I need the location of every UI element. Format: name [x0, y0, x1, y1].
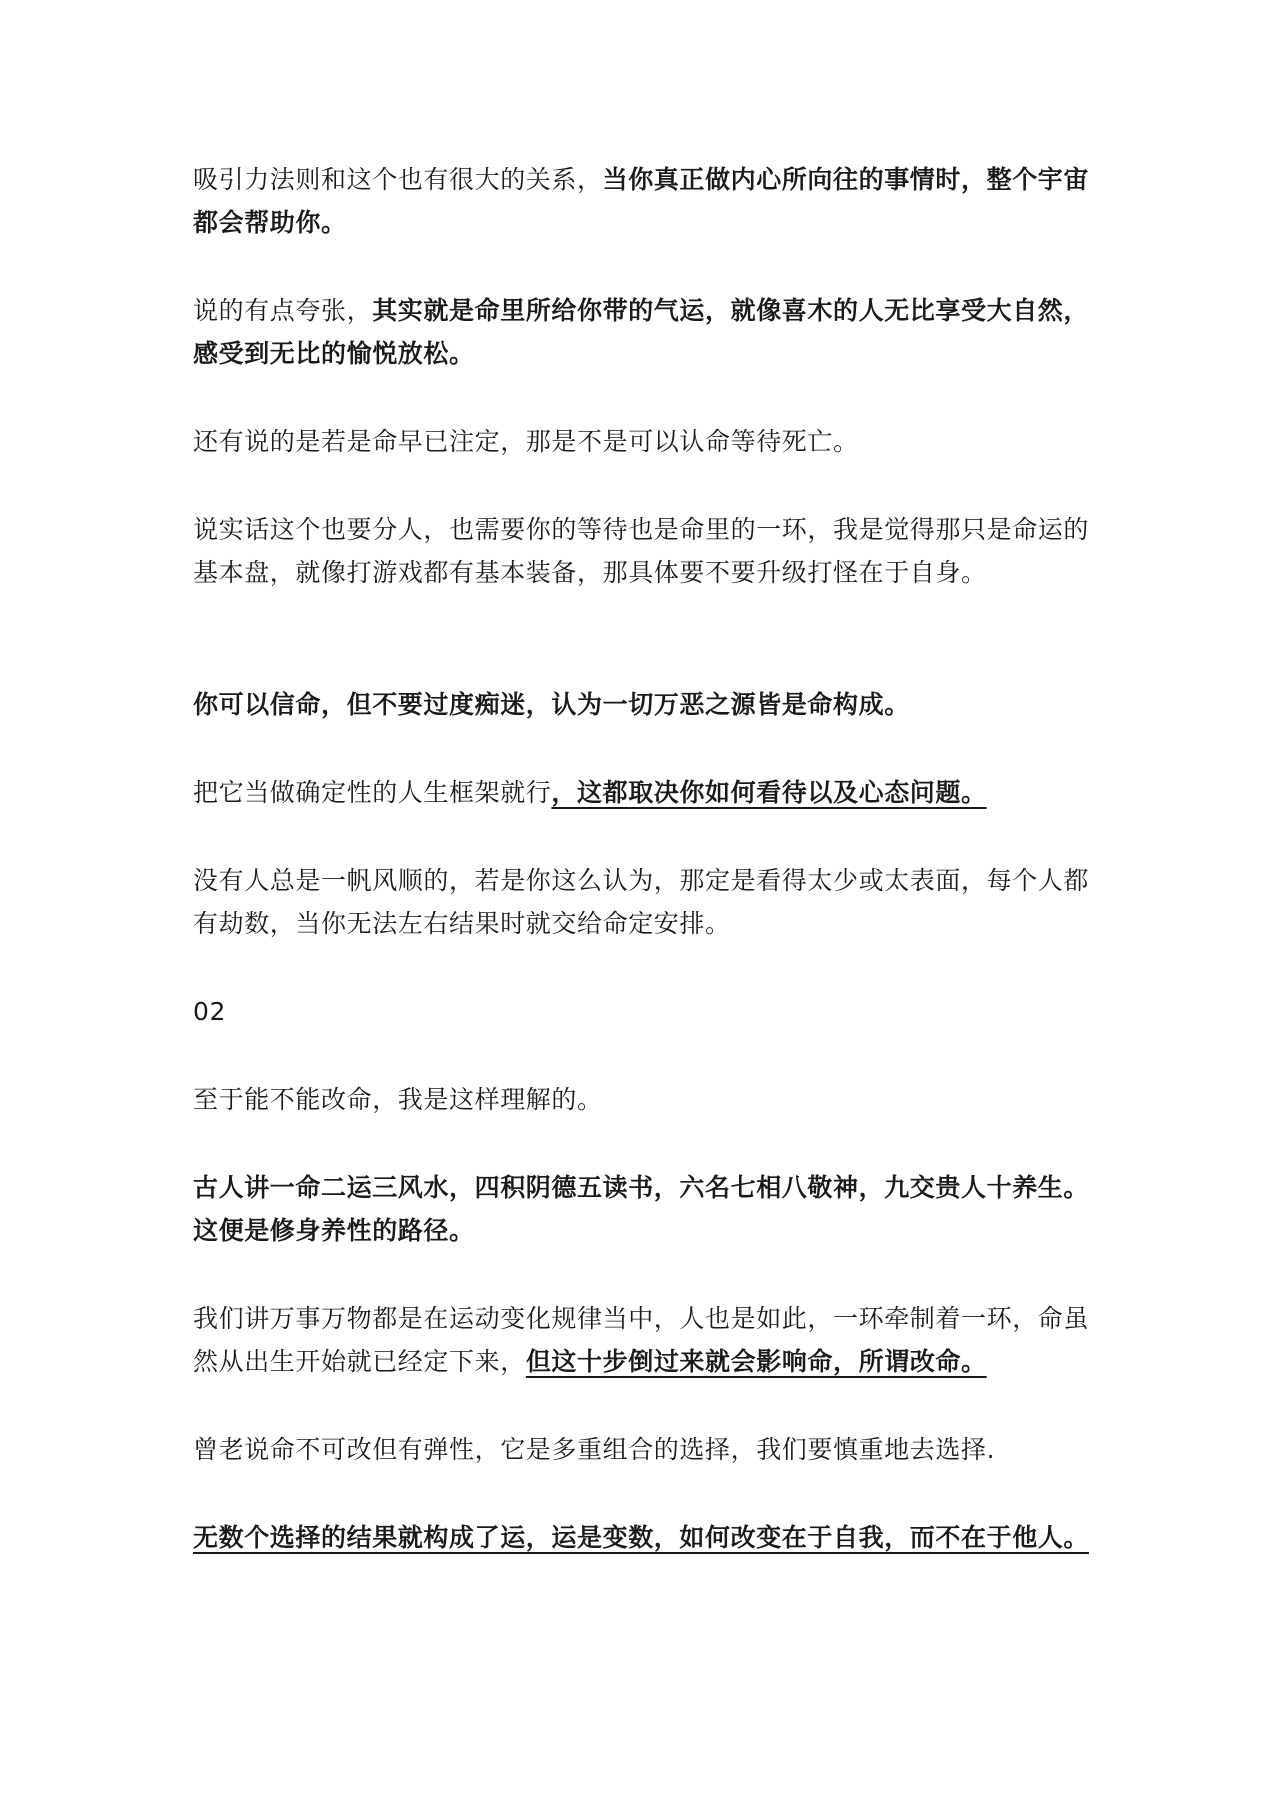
- text-run-bold-underline: 但这十步倒过来就会影响命，所谓改命。: [525, 1347, 987, 1376]
- paragraph-fate-predetermined: [193, 420, 1093, 463]
- text-run: 我们讲万事万物都是在运动变化规律当中，人也是如此，一环牵制着一环，命虽然从出生开始就已经定下来，: [193, 1304, 1090, 1376]
- section-number: [193, 990, 1093, 1033]
- text-run-bold: 当你真正做内心所向往的事情时，整个宇宙都会帮助你。: [193, 165, 1090, 237]
- paragraph-elder-zeng: [193, 1428, 1093, 1471]
- paragraph-honest-talk: [193, 508, 1093, 594]
- paragraph-law-of-attraction: [193, 158, 1093, 244]
- text-run-bold-underline: 无数个选择的结果就构成了运，运是变数，如何改变在于自我，而不在于他人。: [193, 1523, 1090, 1552]
- text-run-bold: 你可以信命，但不要过度痴迷，认为一切万恶之源皆是命构成。: [193, 690, 910, 719]
- paragraph-exaggeration: [193, 289, 1093, 375]
- text-run-bold: 古人讲一命二运三风水，四积阴德五读书，六名七相八敬神，九交贵人十养生。这便是修身养性的路径。: [193, 1173, 1090, 1245]
- text-run: 说的有点夸张，: [193, 296, 373, 325]
- text-run: 吸引力法则和这个也有很大的关系，: [193, 165, 603, 194]
- text-run: 还有说的是若是命早已注定，那是不是可以认命等待死亡。: [193, 427, 859, 456]
- text-run: 说实话这个也要分人，也需要你的等待也是命里的一环，我是觉得那只是命运的基本盘，就像打游戏都有基本装备，那具体要不要升级打怪在于自身。: [193, 515, 1090, 587]
- text-run: 02: [193, 997, 227, 1026]
- text-run: 至于能不能改命，我是这样理解的。: [193, 1085, 603, 1114]
- paragraph-everything-changes: [193, 1297, 1093, 1383]
- paragraph-no-smooth-sailing: [193, 859, 1093, 945]
- text-run: 把它当做确定性的人生框架就行: [193, 778, 552, 807]
- text-run: 曾老说命不可改但有弹性，它是多重组合的选择，我们要慎重地去选择.: [193, 1435, 996, 1464]
- paragraph-countless-choices: [193, 1516, 1093, 1559]
- paragraph-believe-in-fate: [193, 683, 1093, 726]
- paragraph-change-fate: [193, 1078, 1093, 1121]
- text-run-bold-underline: ，这都取决你如何看待以及心态问题。: [551, 778, 987, 807]
- text-run: 没有人总是一帆风顺的，若是你这么认为，那定是看得太少或太表面，每个人都有劫数，当你无法左右结果时就交给命定安排。: [193, 866, 1090, 938]
- text-run-bold: 其实就是命里所给你带的气运，就像喜木的人无比享受大自然，感受到无比的愉悦放松。: [193, 296, 1090, 368]
- paragraph-ancient-saying: [193, 1166, 1093, 1252]
- paragraph-life-framework: [193, 771, 1093, 814]
